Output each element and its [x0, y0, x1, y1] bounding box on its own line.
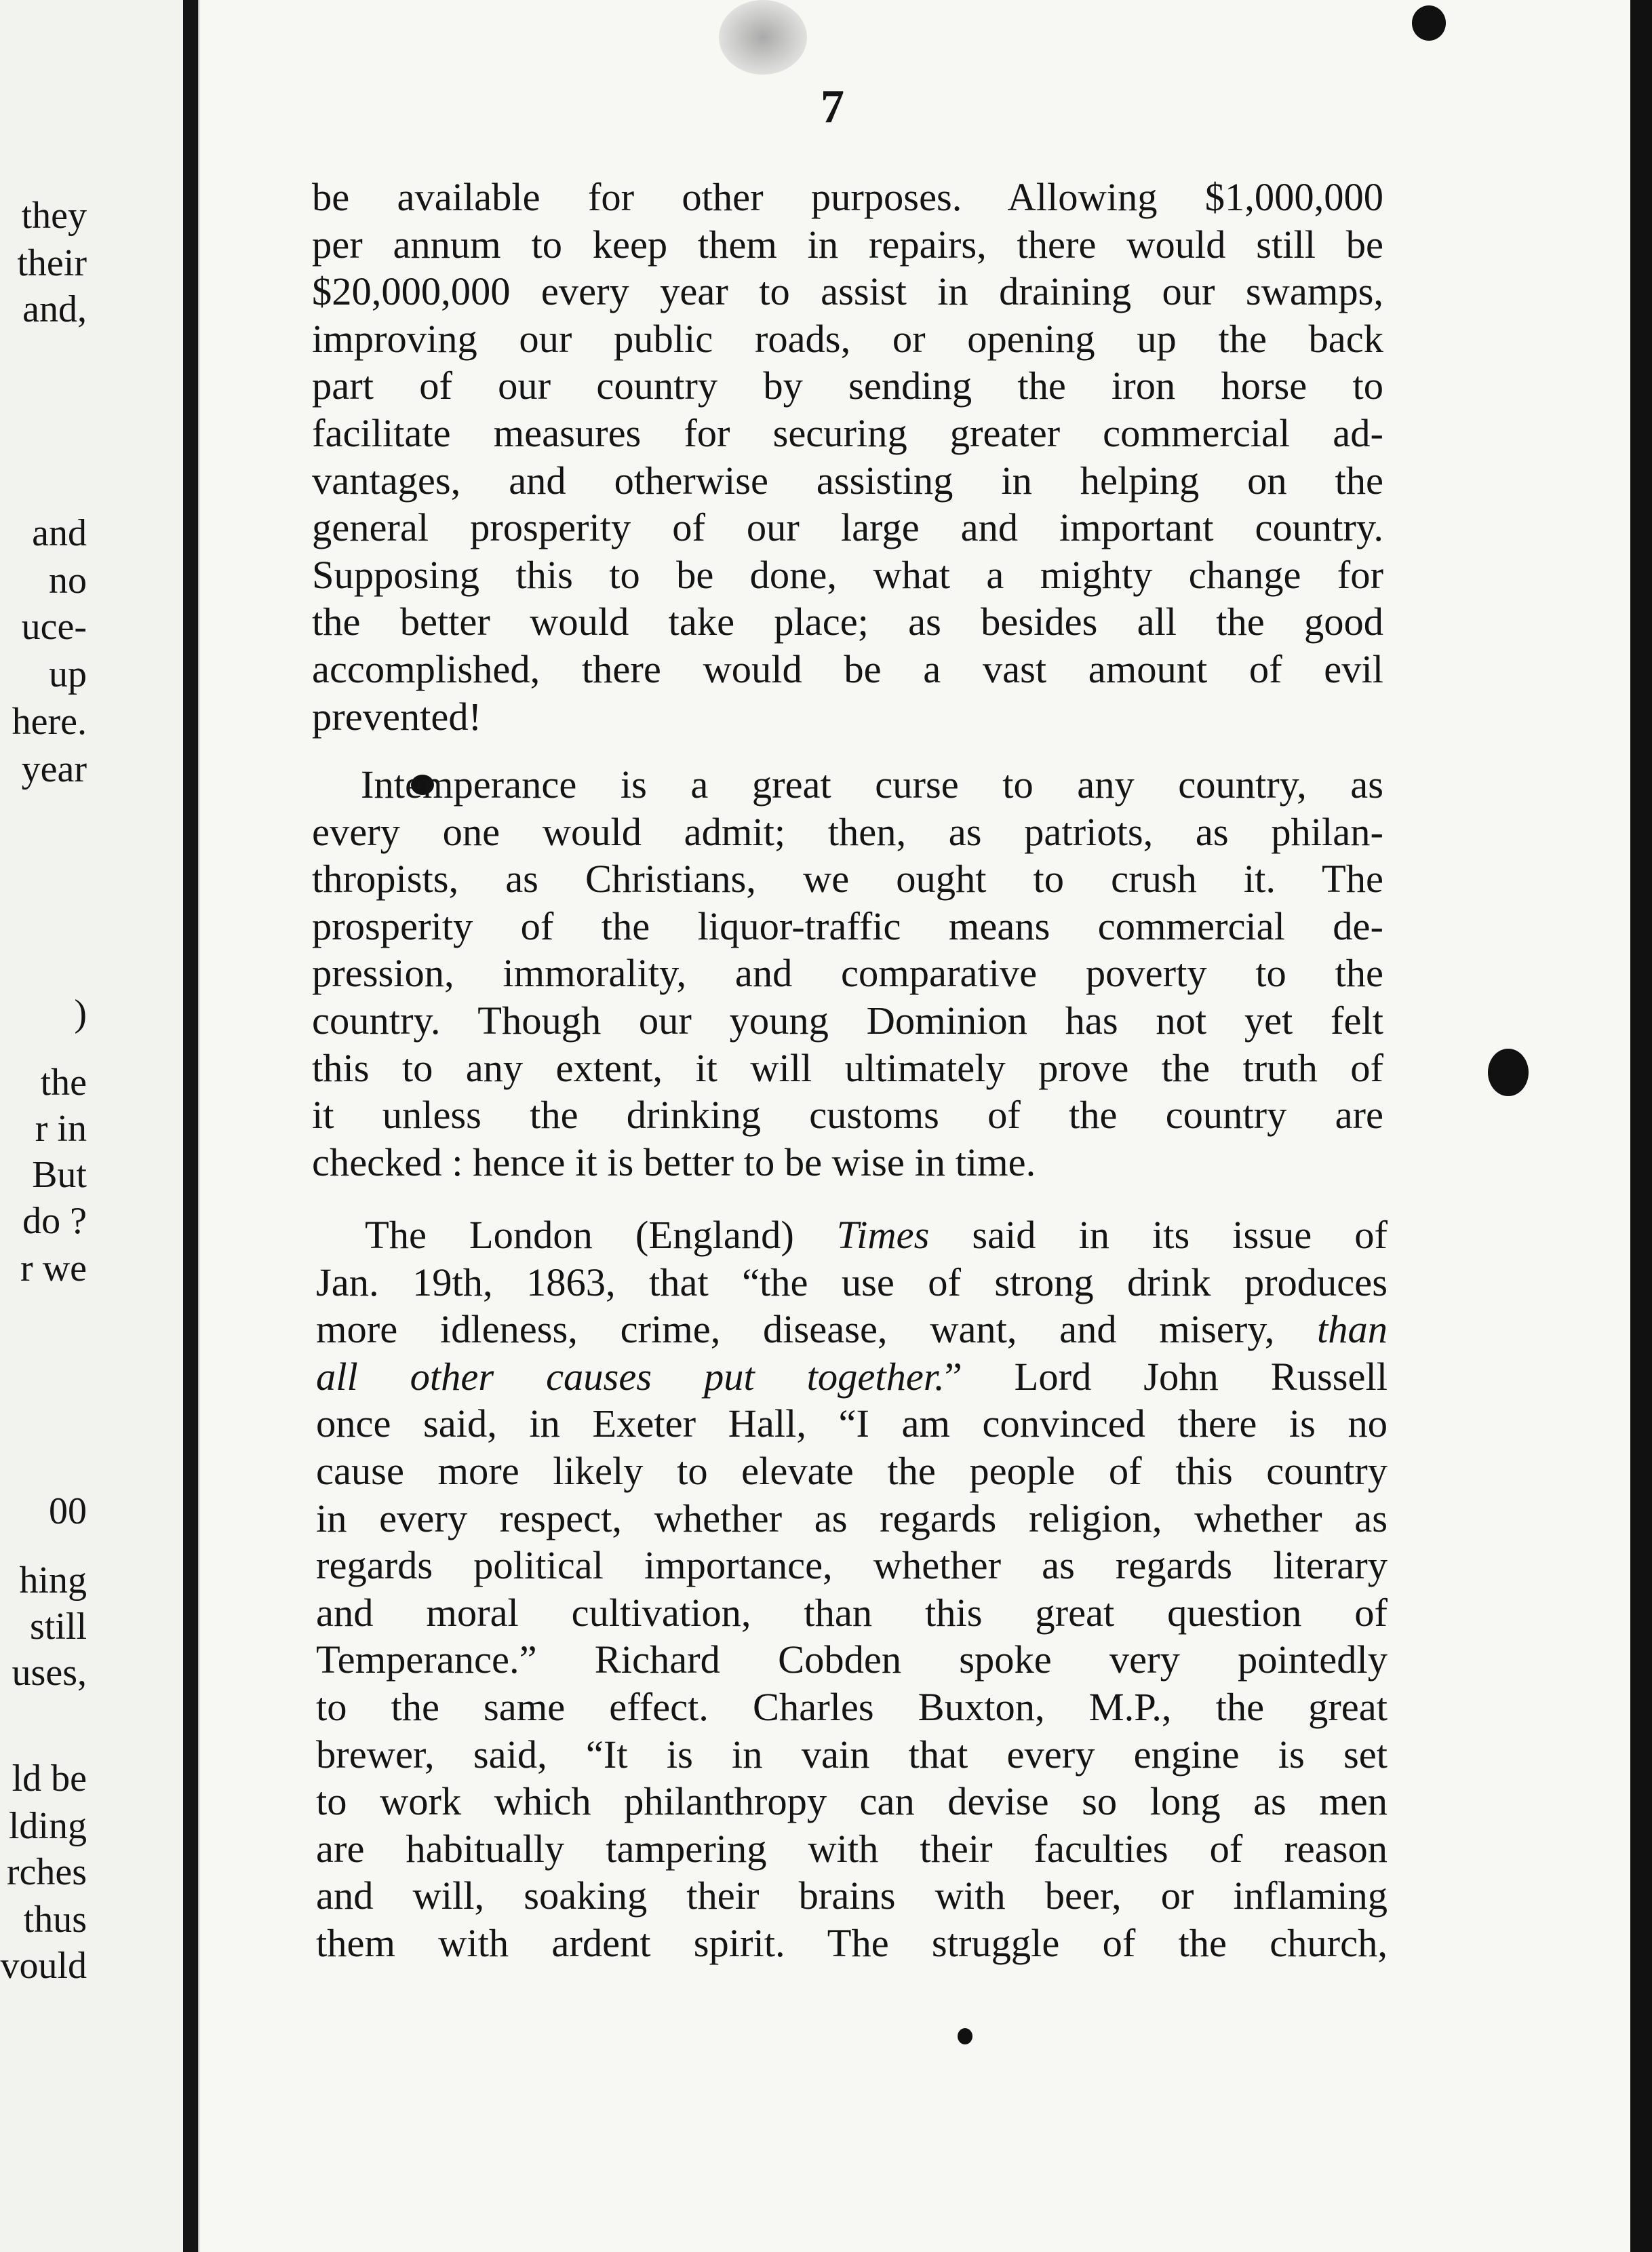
left-page-text: But [32, 1154, 87, 1196]
text-line: Intemperance is a great curse to any country, as [361, 762, 1383, 807]
text-line: them with ardent spirit. The struggle of the church, [316, 1920, 1388, 1965]
text-line [316, 1353, 1388, 1401]
text-line: every one would admit; then, as patriots, as philan- [312, 809, 1383, 854]
text-line: and moral cultivation, than this great question of [316, 1590, 1388, 1635]
left-page-text: the [40, 1062, 87, 1104]
italic-text-run: than [1316, 1307, 1388, 1352]
text-line [316, 1306, 1388, 1353]
text-line: pression, immorality, and comparative poverty to the [312, 951, 1383, 996]
left-page-text: uses, [12, 1652, 87, 1694]
text-line: Supposing this to be done, what a mighty change for [312, 552, 1383, 597]
text-line: general prosperity of our large and important country. [312, 505, 1383, 550]
ink-blot [1488, 1049, 1529, 1096]
left-page-text: and [32, 512, 87, 554]
left-page-text: vould [0, 1945, 87, 1987]
left-page-text: lding [8, 1805, 87, 1847]
text-line: to the same effect. Charles Buxton, M.P., the great [316, 1684, 1388, 1729]
text-line: be available for other purposes. Allowing $1,000,000 [312, 175, 1383, 219]
newspaper-title: Times [836, 1213, 930, 1257]
left-page-text: up [49, 653, 87, 695]
left-page-text: r we [20, 1247, 87, 1289]
text-run: The London (England) [365, 1213, 837, 1257]
left-page-text: 00 [49, 1490, 87, 1532]
text-line: cause more likely to elevate the people of this country [316, 1448, 1388, 1493]
text-line: are habitually tampering with their faculties of reason [316, 1826, 1388, 1871]
text-line: vantages, and otherwise assisting in helping on the [312, 458, 1383, 503]
text-line: prevented! [312, 694, 482, 739]
left-page-text: uce- [21, 606, 87, 648]
left-page-text: still [29, 1606, 87, 1648]
body-paragraph [312, 174, 1383, 740]
text-line: once said, in Exeter Hall, “I am convinced there is no [316, 1401, 1388, 1446]
text-line: thropists, as Christians, we ought to crush it. The [312, 857, 1383, 901]
left-page-text: they [21, 195, 87, 237]
left-page-text: here. [12, 701, 87, 743]
left-page-text: hing [19, 1559, 87, 1601]
ink-blot [1412, 5, 1446, 41]
left-page-text: do ? [22, 1200, 87, 1242]
page-number: 7 [821, 81, 844, 133]
text-run: more idleness, crime, disease, want, and misery, [316, 1307, 1317, 1352]
text-line: brewer, said, “It is in vain that every engine is set [316, 1732, 1388, 1777]
smudge-mark [719, 0, 807, 75]
book-gutter [183, 0, 198, 2252]
page-edge-shadow [1630, 0, 1652, 2252]
body-paragraph [316, 1211, 1388, 1967]
text-run: said in its issue of [929, 1213, 1388, 1257]
left-page-text: rches [6, 1851, 87, 1893]
text-line: and will, soaking their brains with beer, or inflaming [316, 1874, 1388, 1918]
ink-blot [958, 2028, 972, 2044]
text-line: country. Though our young Dominion has not yet felt [312, 998, 1383, 1043]
left-page-text: year [21, 748, 87, 790]
text-line: per annum to keep them in repairs, there would still be [312, 222, 1383, 267]
left-page-text: thus [23, 1899, 87, 1941]
left-page-text: no [49, 560, 87, 602]
text-line: facilitate measures for securing greater commercial ad- [312, 410, 1383, 455]
text-line: improving our public roads, or opening up the back [312, 316, 1383, 361]
left-page-text: ) [74, 992, 87, 1034]
text-line: prosperity of the liquor-traffic means commercial de- [312, 904, 1383, 948]
left-page-text: their [17, 242, 87, 284]
left-page-fragment [0, 0, 183, 2252]
text-line: regards political importance, whether as regards literary [316, 1543, 1388, 1588]
left-page-text: and, [22, 288, 87, 330]
text-line: to work which philanthropy can devise so long as men [316, 1779, 1388, 1824]
text-line: the better would take place; as besides all the good [312, 600, 1383, 644]
text-line [316, 1211, 1388, 1259]
text-run: ” Lord John Russell [944, 1354, 1388, 1399]
left-page-text: ld be [12, 1758, 87, 1800]
text-line: accomplished, there would be a vast amount of evil [312, 646, 1383, 691]
text-line: Temperance.” Richard Cobden spoke very pointedly [316, 1637, 1388, 1682]
text-line: in every respect, whether as regards religion, whether as [316, 1496, 1388, 1540]
text-line: checked : hence it is better to be wise in time. [312, 1140, 1036, 1184]
text-line: it unless the drinking customs of the country are [312, 1093, 1383, 1138]
text-line: this to any extent, it will ultimately prove the truth of [312, 1045, 1383, 1090]
text-line: $20,000,000 every year to assist in draining our swamps, [312, 269, 1383, 314]
body-paragraph [312, 761, 1383, 1186]
text-line: part of our country by sending the iron horse to [312, 364, 1383, 408]
text-line: Jan. 19th, 1863, that “the use of strong drink produces [316, 1260, 1388, 1304]
italic-text-run: all other causes put together. [316, 1354, 945, 1399]
left-page-text: r in [35, 1108, 87, 1150]
